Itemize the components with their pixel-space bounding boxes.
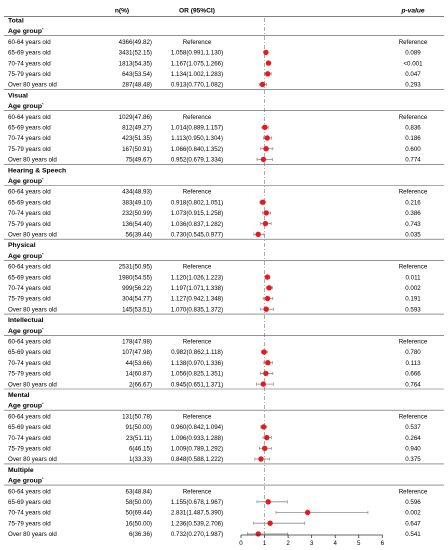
- row-p: 0.940: [405, 445, 421, 453]
- row-p: 0.375: [405, 456, 421, 464]
- row-n: 232(50.99): [122, 210, 152, 218]
- row-or: 1.167(1.075,1.266): [170, 60, 224, 68]
- row-or: Reference: [182, 188, 212, 196]
- section-title: Mental: [8, 392, 30, 399]
- row-or: 1.009(0.789,1.292): [170, 445, 224, 453]
- row-p: 0.113: [405, 359, 421, 367]
- row-or: 0.982(0.862,1.118): [171, 349, 223, 357]
- or-point: [264, 435, 269, 440]
- row-n: 304(54.77): [122, 295, 152, 303]
- row-p: Reference: [398, 38, 428, 46]
- row-label: 70-74 years old: [8, 60, 51, 68]
- row-or: 0.952(0.679,1.334): [170, 156, 224, 164]
- x-tick-label: 3: [309, 540, 314, 547]
- row-n: 91(50.00): [125, 424, 152, 432]
- row-p: 0.386: [405, 210, 421, 218]
- section-title: Total: [8, 17, 24, 25]
- row-label: 65-69 years old: [8, 349, 51, 357]
- row-or: 2.831(1.487,5.390): [170, 509, 224, 517]
- row-p: 0.216: [405, 199, 421, 207]
- row-label: 60-64 years old: [8, 413, 51, 421]
- row-label: 60-64 years old: [8, 38, 51, 46]
- row-label: 70-74 years old: [8, 359, 51, 367]
- row-or: 1.127(0.942,1.348): [170, 295, 224, 303]
- row-n: 1813(54.35): [118, 60, 152, 68]
- or-point: [265, 71, 270, 76]
- row-p: Reference: [398, 338, 428, 346]
- row-label: 65-69 years old: [8, 124, 51, 132]
- row-or: Reference: [182, 263, 212, 271]
- row-or: 1.070(0.835,1.372): [170, 306, 224, 314]
- row-or: 1.138(0.970,1.336): [170, 359, 224, 367]
- row-or: 1.155(0.678,1.967): [170, 499, 224, 506]
- or-point: [263, 50, 268, 55]
- row-p: 0.089: [405, 49, 421, 57]
- row-p: 0.774: [405, 156, 421, 164]
- row-n: 999(56.22): [122, 285, 152, 292]
- or-point: [267, 521, 272, 526]
- row-or: 1.066(0.840,1.352): [170, 145, 224, 153]
- row-label: 75-79 years old: [8, 295, 51, 303]
- x-axis: [239, 535, 384, 547]
- row-p: 0.264: [405, 434, 421, 442]
- or-point: [264, 210, 269, 215]
- or-point: [263, 371, 268, 376]
- row-label: Over 80 years old: [8, 456, 57, 464]
- row-n: 1029(47.86): [118, 113, 152, 121]
- row-label: 65-69 years old: [8, 274, 51, 282]
- row-n: 434(48.93): [122, 188, 152, 196]
- row-label: 65-69 years old: [8, 49, 51, 57]
- or-point: [260, 200, 265, 205]
- row-label: Over 80 years old: [8, 231, 57, 239]
- row-label: 75-79 years old: [8, 370, 51, 378]
- row-or: 1.236(0.539,2.706): [170, 520, 224, 528]
- row-p: Reference: [398, 113, 428, 121]
- row-p: 0.647: [405, 520, 421, 528]
- row-n: 107(47.98): [122, 349, 152, 357]
- age-group-subheader: Age group*: [8, 176, 44, 185]
- x-tick-label: 2: [286, 540, 290, 547]
- row-or: Reference: [182, 413, 212, 421]
- row-label: 70-74 years old: [8, 210, 51, 218]
- row-or: 0.730(0.545,0.977): [170, 231, 224, 239]
- row-label: Over 80 years old: [8, 156, 57, 164]
- row-or: 1.058(0.991,1.130): [170, 49, 224, 57]
- x-tick-label: 4: [333, 540, 337, 547]
- row-or: 1.014(0.889,1.157): [170, 124, 224, 132]
- header-n: n(%): [114, 7, 130, 15]
- row-p: 0.191: [405, 295, 421, 303]
- or-point: [255, 232, 260, 237]
- or-point: [266, 499, 271, 504]
- row-label: 75-79 years old: [8, 145, 51, 153]
- or-point: [262, 446, 267, 451]
- or-point: [265, 135, 270, 140]
- row-n: 23(51.11): [125, 434, 152, 442]
- row-n: 2(66.67): [128, 381, 152, 389]
- row-or: Reference: [182, 338, 212, 346]
- row-n: 383(49.10): [122, 199, 152, 207]
- row-n: 167(50.91): [122, 145, 152, 153]
- row-p: 0.541: [405, 531, 421, 539]
- row-label: Over 80 years old: [8, 531, 57, 539]
- or-point: [263, 146, 268, 151]
- row-p: 0.780: [405, 349, 421, 357]
- or-point: [258, 456, 263, 461]
- x-tick-label: 6: [380, 540, 385, 547]
- section-title: Multiple: [8, 466, 34, 474]
- age-group-subheader: Age group*: [8, 476, 44, 485]
- row-n: 287(48.48): [122, 81, 152, 89]
- or-point: [256, 531, 261, 536]
- row-label: 70-74 years old: [8, 434, 51, 442]
- row-or: 1.134(1.002,1.283): [170, 71, 224, 78]
- row-label: Over 80 years old: [8, 81, 57, 89]
- row-n: 812(49.27): [122, 124, 152, 132]
- row-or: 1.036(0.837,1.282): [170, 220, 224, 228]
- header-p: p-value: [401, 7, 425, 15]
- row-or: Reference: [182, 38, 212, 46]
- row-or: 0.732(0.270,1.987): [170, 531, 224, 539]
- or-point: [266, 285, 271, 290]
- row-p: Reference: [398, 413, 428, 421]
- row-label: 75-79 years old: [8, 71, 51, 78]
- row-or: 0.848(0.588,1.222): [170, 456, 224, 464]
- row-or: 1.056(0.825,1.351): [170, 370, 224, 378]
- or-point: [265, 274, 270, 279]
- row-label: 60-64 years old: [8, 263, 51, 271]
- or-point: [260, 82, 265, 87]
- or-point: [263, 307, 268, 312]
- x-tick-label: 1: [262, 540, 267, 547]
- row-n: 6(36.36): [128, 531, 152, 539]
- row-n: 75(49.67): [125, 156, 152, 164]
- age-group-subheader: Age group*: [8, 26, 44, 36]
- row-n: 136(54.40): [122, 220, 152, 228]
- row-n: 6(46.15): [128, 445, 152, 453]
- or-point: [305, 510, 310, 515]
- row-label: 75-79 years old: [8, 520, 51, 528]
- row-or: 1.073(0.915,1.258): [170, 210, 224, 218]
- or-point: [261, 157, 266, 162]
- row-n: 44(53.66): [125, 359, 152, 367]
- row-p: 0.593: [405, 306, 421, 314]
- row-label: 60-64 years old: [8, 338, 51, 346]
- or-point: [266, 60, 271, 65]
- row-p: 0.002: [405, 509, 421, 517]
- section-title: Hearing & Speech: [8, 167, 67, 175]
- row-n: 58(50.00): [125, 499, 152, 506]
- or-point: [263, 221, 268, 226]
- row-n: 3431(52.15): [118, 49, 152, 57]
- row-p: 0.600: [405, 145, 421, 153]
- age-group-subheader: Age group*: [8, 101, 44, 111]
- row-n: 16(50.00): [125, 520, 152, 528]
- row-label: 70-74 years old: [8, 285, 51, 292]
- age-group-subheader: Age group*: [8, 251, 44, 260]
- row-p: <0.001: [403, 60, 423, 68]
- section-title: Intellectual: [8, 317, 44, 325]
- row-label: 60-64 years old: [8, 488, 51, 496]
- row-p: 0.596: [405, 499, 421, 506]
- row-n: 145(53.51): [122, 306, 152, 314]
- or-point: [261, 424, 266, 429]
- row-label: 60-64 years old: [8, 113, 51, 121]
- row-n: 131(50.78): [122, 413, 152, 421]
- row-p: 0.666: [405, 370, 421, 378]
- row-label: 65-69 years old: [8, 199, 51, 207]
- section-title: Physical: [8, 242, 36, 250]
- row-n: 1980(54.55): [118, 274, 152, 282]
- row-label: 65-69 years old: [8, 499, 51, 506]
- row-label: 75-79 years old: [8, 220, 51, 228]
- row-n: 643(53.54): [122, 71, 152, 78]
- row-or: 1.197(1.071,1.338): [170, 285, 224, 292]
- header-or: OR (95%CI): [179, 7, 215, 15]
- row-label: 70-74 years old: [8, 135, 51, 143]
- age-group-subheader: Age group*: [8, 401, 44, 410]
- row-n: 4366(49.82): [118, 38, 152, 46]
- row-n: 2531(50.95): [118, 263, 152, 271]
- row-label: 65-69 years old: [8, 424, 51, 432]
- row-n: 178(47.98): [122, 338, 152, 346]
- or-point: [265, 360, 270, 365]
- row-p: Reference: [398, 263, 428, 271]
- row-n: 56(39.44): [125, 231, 152, 239]
- row-n: 423(51.35): [122, 135, 152, 143]
- table-rows: [4, 18, 444, 539]
- row-label: 75-79 years old: [8, 445, 51, 453]
- x-tick-label: 0: [239, 540, 243, 547]
- row-or: 0.918(0.802,1.051): [170, 199, 224, 207]
- row-label: 60-64 years old: [8, 188, 51, 196]
- or-point: [261, 381, 266, 386]
- row-p: 0.293: [405, 81, 421, 89]
- or-point: [262, 125, 267, 130]
- row-p: 0.011: [405, 274, 421, 282]
- age-group-subheader: Age group*: [8, 326, 44, 335]
- row-label: 70-74 years old: [8, 509, 51, 517]
- row-p: 0.186: [405, 135, 421, 143]
- row-n: 1(33.33): [128, 456, 152, 464]
- row-or: 0.913(0.770,1.082): [170, 81, 224, 89]
- row-p: 0.764: [405, 381, 421, 389]
- row-p: 0.836: [405, 124, 421, 132]
- row-label: Over 80 years old: [8, 381, 57, 389]
- row-or: 0.945(0.651,1.371): [170, 381, 224, 389]
- row-or: 1.113(0.950,1.304): [171, 135, 223, 143]
- row-or: Reference: [182, 113, 212, 121]
- row-p: 0.002: [405, 285, 421, 292]
- row-or: 1.120(1.026,1.223): [170, 274, 224, 282]
- section-title: Visual: [8, 92, 28, 100]
- row-p: 0.047: [405, 71, 421, 78]
- or-point: [261, 349, 266, 354]
- row-p: 0.035: [405, 231, 421, 239]
- x-tick-label: 5: [357, 540, 361, 547]
- row-p: 0.743: [405, 220, 421, 228]
- row-n: 14(60.87): [125, 370, 152, 378]
- row-or: 1.096(0.933,1.288): [170, 434, 224, 442]
- or-point: [265, 296, 270, 301]
- row-or: 0.960(0.842,1.094): [170, 424, 224, 432]
- row-n: 50(69.44): [125, 509, 152, 517]
- row-label: Over 80 years old: [8, 306, 57, 314]
- row-or: Reference: [182, 488, 212, 496]
- row-p: Reference: [398, 488, 428, 496]
- row-n: 63(48.84): [125, 488, 152, 496]
- row-p: Reference: [398, 188, 428, 196]
- row-p: 0.537: [405, 424, 421, 432]
